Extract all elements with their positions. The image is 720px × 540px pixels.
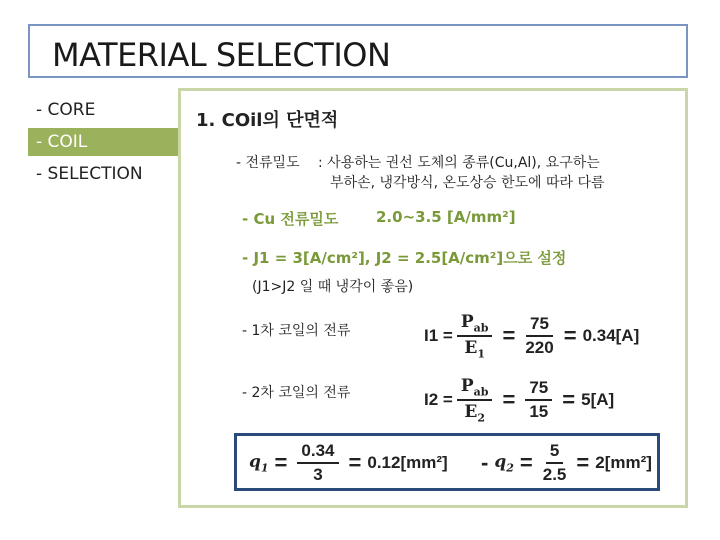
frac-num-sub: ab [473,321,489,335]
frac-num-value: 75 [526,314,553,337]
frac-den: E [464,402,478,423]
fraction-034-3 [297,441,338,485]
frac-den-sub: 2 [477,411,485,425]
fraction-pab-e1 [457,312,493,361]
q2-result: 2[mm²] [595,453,652,472]
q1-subscript: 1 [260,461,269,475]
frac-num-sub: ab [473,385,489,399]
frac-den-sub: 1 [477,347,485,361]
fraction-5-25 [543,441,567,485]
cu-density-label: - Cu 전류밀도 [242,210,339,228]
density-label: - 전류밀도 [236,155,300,171]
equals-sign: = [562,387,576,413]
frac-den-value: 220 [525,338,554,358]
q1-result: 0.12[mm²] [367,453,448,472]
density-desc-1: : 사용하는 권선 도체의 종류(Cu,Al), 요구하는 [318,155,600,171]
equals-sign: = [519,450,533,475]
primary-current-result: 0.34[A] [582,326,640,346]
sidebar-item-coil[interactable]: - COIL [28,128,178,156]
section-heading: 1. COil의 단면적 [196,110,339,131]
q2-formula [475,441,652,485]
frac-den-value: 15 [529,402,549,422]
frac-num: P [460,376,474,396]
primary-current-formula [424,312,639,361]
frac-num-value: 0.34 [297,441,338,464]
equals-sign: = [274,450,288,475]
fraction-75-15 [525,378,552,422]
frac-num: P [460,312,474,332]
fraction-pab-e2 [457,376,493,425]
formula-lhs: I1 = [424,326,453,346]
dash-separator: - [481,450,489,475]
equals-sign: = [502,323,516,349]
frac-num-value: 75 [525,378,552,401]
title-box [28,24,688,78]
q2-subscript: 2 [506,461,514,475]
cu-density-value: 2.0~3.5 [A/mm²] [376,208,516,226]
q1-var [249,452,269,474]
secondary-current-label: - 2차 코일의 전류 [242,385,351,401]
equals-sign: = [576,450,590,475]
primary-current-label: - 1차 코일의 전류 [242,323,351,339]
page-title: MATERIAL SELECTION [52,36,391,74]
q2-symbol: q [494,451,507,472]
frac-den: E [464,338,478,359]
frac-den-value: 2.5 [542,465,567,484]
cross-section-result-box [234,433,660,491]
density-desc-2: 부하손, 냉각방식, 온도상승 한도에 따라 다름 [330,175,605,191]
cooling-note: (J1>J2 일 때 냉각이 좋음) [252,279,414,295]
q1-symbol: q [249,451,261,472]
fraction-75-220 [525,314,553,358]
equals-sign: = [563,323,577,349]
sidebar [28,96,178,192]
frac-num-value: 5 [546,441,563,464]
sidebar-item-core[interactable]: - CORE [36,100,96,120]
secondary-current-result: 5[A] [581,390,615,410]
sidebar-item-selection[interactable]: - SELECTION [36,164,143,184]
equals-sign: = [502,387,516,413]
secondary-current-formula [424,376,614,425]
q2-var [494,452,514,474]
current-density-setting: - J1 = 3[A/cm²], J2 = 2.5[A/cm²]으로 설정 [242,249,567,267]
frac-den-value: 3 [313,465,323,484]
q1-formula [249,441,448,485]
formula-lhs: I2 = [424,390,453,410]
equals-sign: = [348,450,362,475]
